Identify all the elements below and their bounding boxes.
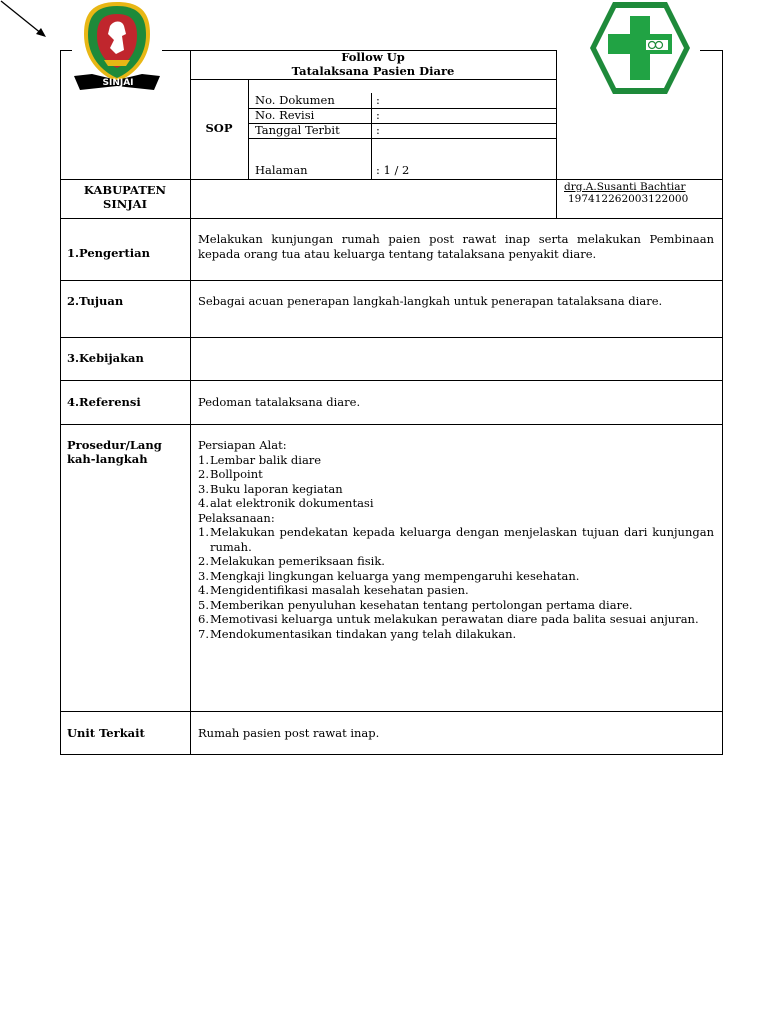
field-label-no-revisi: No. Revisi <box>255 108 315 122</box>
prosedur-label-line-2: kah-langkah <box>67 452 148 466</box>
list-item: 6. Memotivasi keluarga untuk melakukan perawatan diare pada balita sesuai anjuran. <box>198 612 699 626</box>
list-item: 3. Mengkaji lingkungan keluarga yang mempengaruhi kesehatan. <box>198 568 580 583</box>
field-value-halaman: : 1 / 2 <box>376 163 410 177</box>
pengertian-label: 1.Pengertian <box>67 246 150 260</box>
list-item: 4. alat elektronik dokumentasi <box>198 496 374 510</box>
persiapan-title: Persiapan Alat: <box>198 438 287 452</box>
tujuan-text: Sebagai acuan penerapan langkah-langkah untuk penerapan tatalaksana diare. <box>198 294 663 308</box>
pelaksanaan-list <box>198 525 714 641</box>
title-line-1: Follow Up <box>341 50 405 64</box>
unit-text: Rumah pasien post rawat inap. <box>198 726 380 740</box>
list-item: 2. Bollpoint <box>198 467 263 481</box>
field-label-no-dokumen: No. Dokumen <box>255 93 335 107</box>
list-item: 1. Melakukan pendekatan kepada keluarga dengan menjelaskan tujuan dari kunjungan rumah. <box>198 525 714 554</box>
region-line-2: SINJAI <box>103 197 147 211</box>
prosedur-label-line-1: Prosedur/Lang <box>67 438 162 452</box>
pelaksanaan-title: Pelaksanaan: <box>198 510 275 525</box>
referensi-label: 4.Referensi <box>67 395 141 409</box>
puskesmas-logo <box>588 0 692 96</box>
tujuan-label: 2.Tujuan <box>67 294 124 308</box>
kebijakan-label: 3.Kebijakan <box>67 351 144 365</box>
logo-banner-text: SINJAI <box>102 78 134 88</box>
list-item: 3. Buku laporan kegiatan <box>198 481 343 496</box>
field-value-no-dokumen: : <box>376 93 380 107</box>
list-item: 7. Mendokumentasikan tindakan yang telah dilakukan. <box>198 626 517 641</box>
title-line-2: Tatalaksana Pasien Diare <box>291 64 455 78</box>
prosedur-body <box>198 438 714 641</box>
signer-nip: 197412262003122000 <box>568 193 689 205</box>
arrow-mark <box>0 0 60 45</box>
pengertian-text: Melakukan kunjungan rumah paien post rawat inap serta melakukan Pembinaan kepada orang tua atau keluarga tentang tatalaksana penyakit diare. <box>198 232 714 261</box>
unit-label: Unit Terkait <box>67 726 145 740</box>
sinjai-logo <box>70 0 165 98</box>
list-item: 2. Melakukan pemeriksaan fisik. <box>198 554 385 568</box>
region-line-1: KABUPATEN <box>83 183 167 197</box>
signer-name: drg.A.Susanti Bachtiar <box>564 181 686 193</box>
field-value-tanggal-terbit: : <box>376 123 380 137</box>
field-value-no-revisi: : <box>376 108 380 122</box>
persiapan-list <box>198 453 714 511</box>
list-item: 5. Memberikan penyuluhan kesehatan tentang pertolongan pertama diare. <box>198 597 633 612</box>
sop-label: SOP <box>205 121 233 135</box>
referensi-text: Pedoman tatalaksana diare. <box>198 395 361 409</box>
list-item: 1. Lembar balik diare <box>198 452 322 467</box>
list-item: 4. Mengidentifikasi masalah kesehatan pasien. <box>198 583 469 597</box>
field-label-tanggal-terbit: Tanggal Terbit <box>255 123 340 137</box>
field-label-halaman: Halaman <box>255 163 308 177</box>
